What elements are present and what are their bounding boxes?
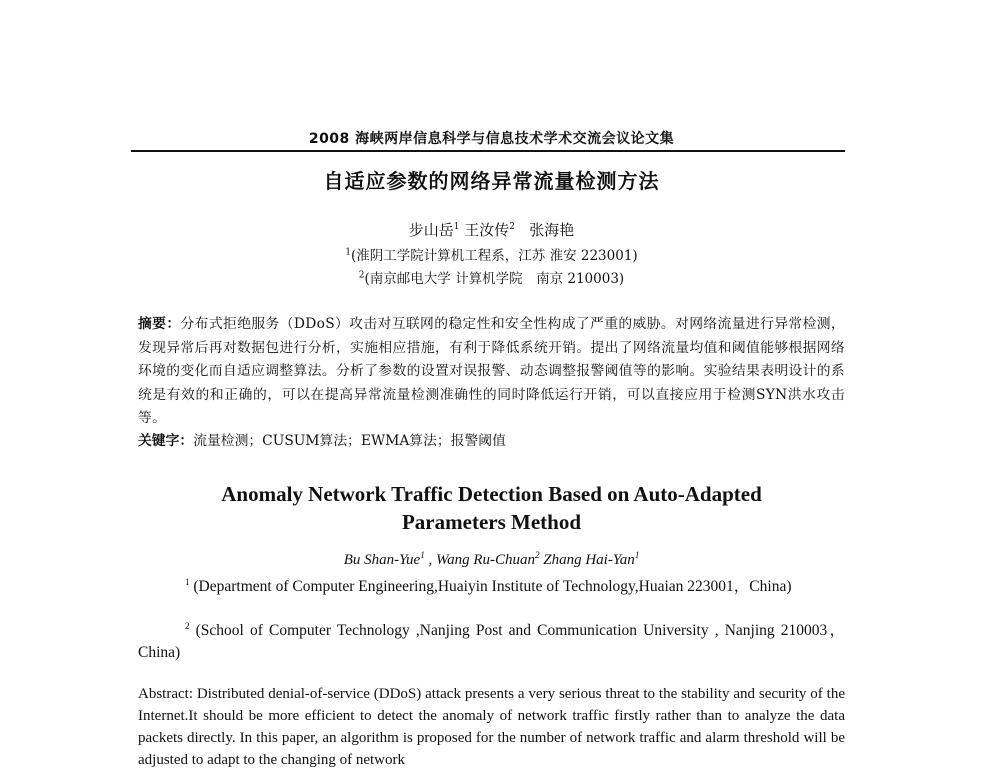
cn-abstract-text: 分布式拒绝服务（DDoS）攻击对互联网的稳定性和安全性构成了严重的威胁。对网络流量进行异常检测，发现异常后再对数据包进行分析，实施相应措施，有利于降低系统开销。提出了网络流量均值和阈值能够根据网络环境的变化而自适应调整算法。分析了参数的设置对误报警、动态调整报警阈值等的影响。实验结果表明设计的系统是有效的和正确的，可以在提高异常流量检测准确性的同时降低运行开销，可以直接应用于检测SYN洪水攻击等。 (138, 316, 846, 426)
en-author-2: Wang Ru-Chuan (435, 552, 535, 568)
chinese-authors (138, 219, 845, 240)
en-author-2-mark: 2 (535, 550, 540, 560)
english-affiliation-1 (138, 576, 845, 598)
english-abstract: Abstract: Distributed denial-of-service (DDoS) attack presents a very serious threat to the stability and security of the Internet.It should be more efficient to detect the anomaly of network traffic firstly rather than to analyze the data packets directly. In this paper, an algorithm is proposed for the number of network traffic and alarm threshold will be adjusted to adapt to the changing of network (138, 686, 845, 768)
en-author-sep-1: , (424, 552, 436, 568)
english-authors (138, 552, 845, 569)
cn-abstract-lead: 摘要： (138, 316, 181, 332)
english-title (138, 480, 845, 536)
en-aff-2-text: (School of Computer Technology ,Nanjing Post and Communication University , Nanjing 210003，China) (138, 622, 845, 661)
english-title-line-1: Anomaly Network Traffic Detection Based on Auto-Adapted (221, 482, 762, 506)
cn-keywords-text: 流量检测；CUSUM算法；EWMA算法；报警阈值 (193, 433, 506, 449)
en-author-3-mark: 1 (634, 550, 640, 560)
chinese-keywords (138, 431, 845, 451)
cn-author-1: 步山岳 (408, 221, 454, 239)
chinese-affiliation-2 (138, 267, 845, 287)
cn-author-3: 张海艳 (529, 221, 575, 239)
cn-author-2-mark: 2 (509, 222, 515, 232)
cn-aff-2-text: (南京邮电大学 计算机学院 南京 210003) (364, 271, 625, 287)
en-author-1: Bu Shan-Yue (343, 552, 421, 568)
en-author-3: Zhang Hai-Yan (543, 552, 635, 568)
chinese-title: 自适应参数的网络异常流量检测方法 (323, 169, 660, 193)
cn-aff-1-mark: 1 (345, 247, 352, 258)
en-aff-1-text: (Department of Computer Engineering,Huaiyin Institute of Technology,Huaian 223001，China) (189, 578, 792, 595)
chinese-abstract (138, 313, 845, 431)
en-author-1-mark: 1 (420, 550, 425, 560)
en-aff-2-mark: 2 (185, 620, 190, 631)
cn-aff-1-text: (淮阴工学院计算机工程系，江苏 淮安 223001) (351, 248, 638, 264)
en-aff-1-mark: 1 (185, 576, 190, 587)
header-rule (131, 150, 845, 152)
proceedings-header: 2008 海峡两岸信息科学与信息技术学术交流会议论文集 (308, 131, 675, 147)
cn-aff-2-mark: 2 (358, 270, 365, 281)
cn-author-1-mark: 1 (453, 222, 460, 232)
cn-keywords-lead: 关键字： (138, 433, 194, 449)
english-title-line-2: Parameters Method (401, 510, 581, 534)
cn-author-2: 王汝传 (464, 221, 510, 239)
english-affiliation-2 (138, 620, 845, 664)
chinese-affiliation-1 (138, 244, 845, 264)
